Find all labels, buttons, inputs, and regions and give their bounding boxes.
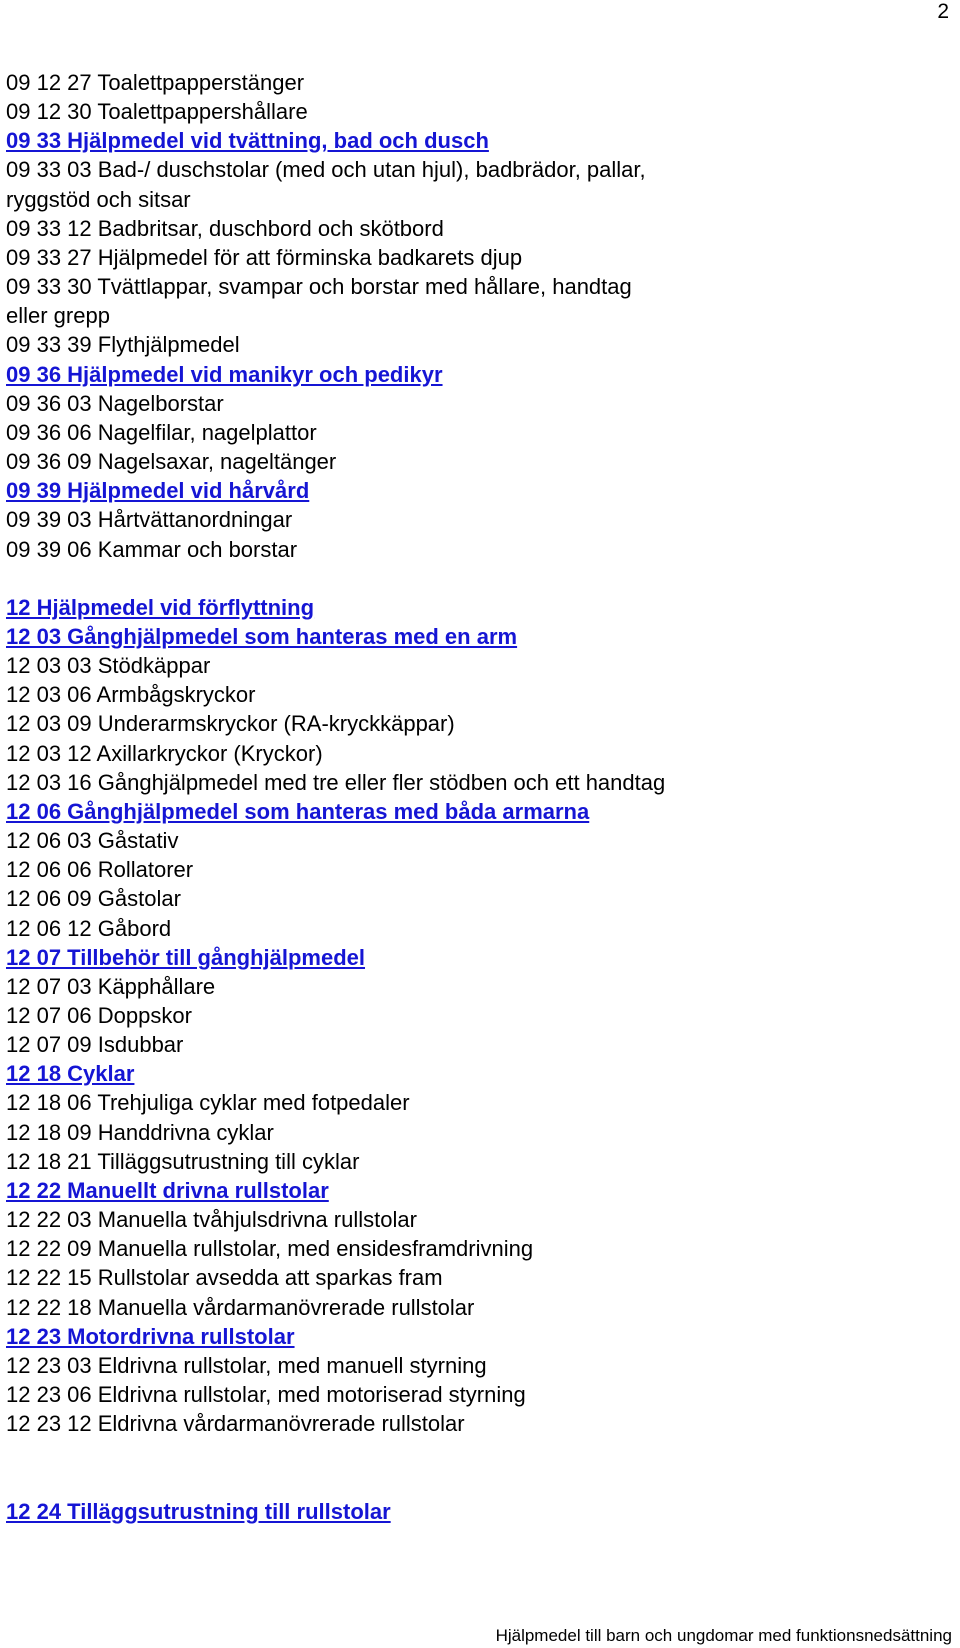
category-item: 12 23 03 Eldrivna rullstolar, med manuell styrning (6, 1352, 487, 1378)
category-item: 12 03 06 Armbågskryckor (6, 682, 256, 708)
document-body (6, 68, 946, 1526)
category-item: 12 18 21 Tilläggsutrustning till cyklar (6, 1148, 360, 1174)
category-item: 12 03 09 Underarmskryckor (RA-kryckkäppar) (6, 711, 455, 737)
category-heading-link[interactable]: 09 39 Hjälpmedel vid hårvård (6, 478, 310, 504)
section-mobility (6, 593, 946, 1439)
category-heading-link[interactable]: 09 36 Hjälpmedel vid manikyr och pedikyr (6, 361, 443, 387)
category-item: 12 18 06 Trehjuliga cyklar med fotpedaler (6, 1090, 410, 1116)
category-item: 09 39 03 Hårtvättanordningar (6, 507, 293, 533)
category-heading-link[interactable]: 12 23 Motordrivna rullstolar (6, 1323, 295, 1349)
category-item: 12 03 16 Gånghjälpmedel med tre eller fler stödben och ett handtag (6, 769, 666, 795)
category-item: 12 23 06 Eldrivna rullstolar, med motoriserad styrning (6, 1382, 526, 1408)
category-heading-link[interactable]: 12 03 Gånghjälpmedel som hanteras med en arm (6, 623, 518, 649)
category-heading-link[interactable]: 12 07 Tillbehör till gånghjälpmedel (6, 944, 366, 970)
category-item: 09 12 30 Toalettpappershållare (6, 99, 308, 125)
page-number: 2 (937, 0, 949, 23)
page-footer: Hjälpmedel till barn och ungdomar med funktionsnedsättning (495, 1626, 952, 1645)
category-heading-link[interactable]: 09 33 Hjälpmedel vid tvättning, bad och dusch (6, 128, 489, 154)
category-item: 12 18 09 Handdrivna cyklar (6, 1119, 274, 1145)
category-item: 09 36 09 Nagelsaxar, nageltänger (6, 449, 337, 475)
category-item: eller grepp (6, 303, 110, 329)
section-gap (6, 564, 946, 593)
category-item: 12 07 03 Käpphållare (6, 973, 216, 999)
section-hygiene (6, 68, 946, 564)
category-item: 12 23 12 Eldrivna vårdarmanövrerade rullstolar (6, 1411, 465, 1437)
category-item: 09 33 03 Bad-/ duschstolar (med och utan hjul), badbrädor, pallar, (6, 157, 646, 183)
category-item: 09 33 12 Badbritsar, duschbord och skötbord (6, 215, 444, 241)
category-item: 12 22 03 Manuella tvåhjulsdrivna rullstolar (6, 1207, 417, 1233)
category-item: 09 33 30 Tvättlappar, svampar och borstar med hållare, handtag (6, 274, 632, 300)
section-gap (6, 1438, 946, 1497)
section-wheelchair-accessories (6, 1497, 946, 1526)
category-heading-link[interactable]: 12 06 Gånghjälpmedel som hanteras med båda armarna (6, 798, 590, 824)
category-heading-link[interactable]: 12 18 Cyklar (6, 1061, 135, 1087)
category-item: 12 22 18 Manuella vårdarmanövrerade rullstolar (6, 1294, 475, 1320)
category-item: 12 07 06 Doppskor (6, 1002, 192, 1028)
category-item: 09 36 06 Nagelfilar, nagelplattor (6, 419, 317, 445)
category-item: 12 07 09 Isdubbar (6, 1032, 184, 1058)
category-item: 09 33 39 Flythjälpmedel (6, 332, 240, 358)
category-item: 12 22 09 Manuella rullstolar, med ensidesframdrivning (6, 1236, 534, 1262)
category-item: 09 33 27 Hjälpmedel för att förminska badkarets djup (6, 244, 523, 270)
category-heading-link[interactable]: 12 24 Tilläggsutrustning till rullstolar (6, 1499, 391, 1525)
category-item: 09 12 27 Toalettpapperstänger (6, 70, 305, 95)
category-heading-link[interactable]: 12 22 Manuellt drivna rullstolar (6, 1177, 329, 1203)
category-item: 12 03 12 Axillarkryckor (Kryckor) (6, 740, 323, 766)
category-item: 09 39 06 Kammar och borstar (6, 536, 298, 562)
category-heading-link[interactable]: 12 Hjälpmedel vid förflyttning (6, 594, 315, 620)
category-item: 12 03 03 Stödkäppar (6, 653, 211, 679)
category-item: ryggstöd och sitsar (6, 186, 191, 212)
category-item: 12 06 06 Rollatorer (6, 857, 194, 883)
category-item: 12 22 15 Rullstolar avsedda att sparkas fram (6, 1265, 443, 1291)
category-item: 12 06 12 Gåbord (6, 915, 172, 941)
category-item: 12 06 03 Gåstativ (6, 828, 179, 854)
category-item: 12 06 09 Gåstolar (6, 886, 181, 912)
category-item: 09 36 03 Nagelborstar (6, 390, 224, 416)
